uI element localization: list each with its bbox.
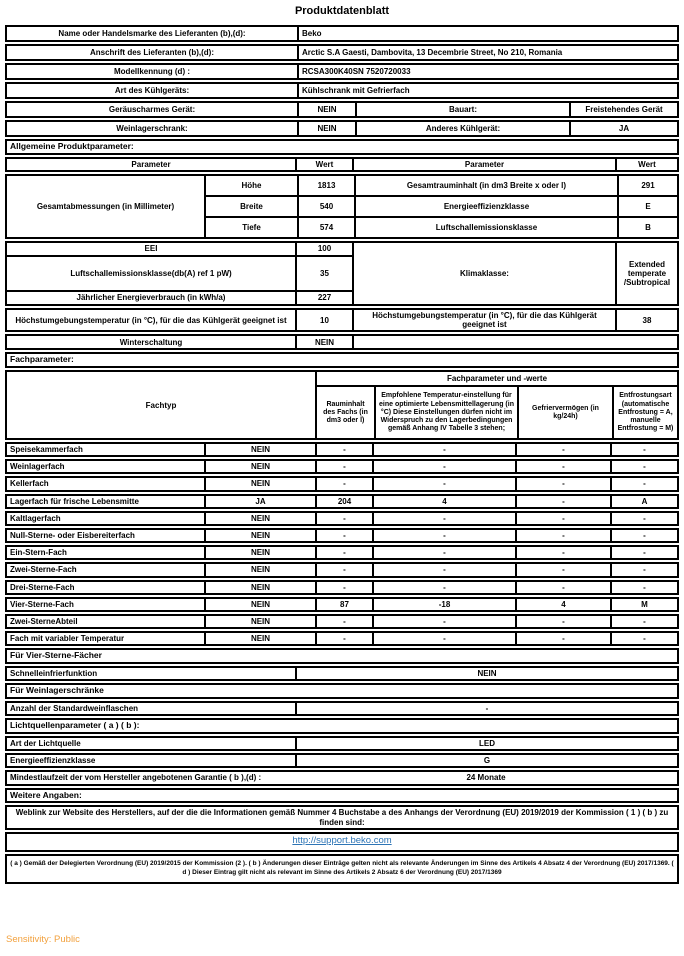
empty-cell <box>352 336 677 348</box>
fach-volume: - <box>315 478 372 489</box>
fach-defrost: - <box>610 461 677 472</box>
temp-setting-col-header: Empfohlene Temperatur-einstellung für eine optimierte Lebensmittellagerung (in °C) Diese Einstellungen dürfen nicht im Widerspruch zu den Lagerbedingungen gemäß Anhang IV Tabelle 3 stehen; <box>374 387 517 438</box>
supplier-name-value: Beko <box>297 27 677 40</box>
table-row <box>5 25 679 42</box>
fach-name: Speisekammerfach <box>10 445 83 455</box>
table-row <box>5 562 679 577</box>
table-row <box>5 476 679 491</box>
wine-section-label: Für Weinlagerschränke <box>10 685 104 696</box>
table-row <box>7 255 352 290</box>
height-value: 1813 <box>297 176 354 195</box>
table-row <box>5 120 679 137</box>
further-info-section-label: Weitere Angaben: <box>10 789 82 800</box>
fach-present: NEIN <box>204 461 315 472</box>
table-row <box>5 770 679 785</box>
fach-name: Fach mit variabler Temperatur <box>10 634 125 644</box>
fach-name: Lagerfach für frische Lebensmitte <box>10 496 139 506</box>
table-row <box>5 832 679 852</box>
weblink-cell <box>7 834 677 850</box>
quiet-appliance-label: Geräuscharmes Gerät: <box>108 104 196 114</box>
fach-section-label: Fachparameter: <box>10 354 74 365</box>
table-row <box>5 701 679 716</box>
energy-subrows <box>7 243 352 304</box>
design-type-label: Bauart: <box>355 103 569 116</box>
fach-volume: 204 <box>315 496 372 507</box>
fach-present: NEIN <box>204 564 315 575</box>
fach-defrost: - <box>610 582 677 593</box>
supplier-address-label: Anschrift des Lieferanten (b),(d): <box>89 47 214 57</box>
param2-header: Parameter <box>352 159 615 170</box>
table-row <box>5 597 679 612</box>
table-row <box>5 528 679 543</box>
section-header-row <box>5 718 679 734</box>
section-header-row <box>5 352 679 368</box>
footnote-row <box>5 854 679 884</box>
fach-freeze: - <box>515 616 610 627</box>
fach-present: NEIN <box>204 444 315 455</box>
fach-name: Null-Sterne- oder Eisbereiterfach <box>10 531 135 541</box>
fast-freeze-value: NEIN <box>295 668 677 679</box>
fach-temp: - <box>372 633 515 644</box>
fach-temp: - <box>372 547 515 558</box>
fach-freeze: - <box>515 461 610 472</box>
table-row <box>5 614 679 629</box>
fach-freeze: - <box>515 547 610 558</box>
table-row <box>206 176 677 195</box>
total-volume-label: Gesamtrauminhalt (in dm3 Breite x oder l) <box>354 176 617 195</box>
eei-value: 100 <box>295 243 352 255</box>
fach-name: Ein-Stern-Fach <box>10 548 67 558</box>
depth-label: Tiefe <box>242 222 261 232</box>
other-appliance-label: Anderes Kühlgerät: <box>355 122 569 135</box>
fach-temp: -18 <box>372 599 515 610</box>
datasheet-table <box>5 25 679 884</box>
table-row <box>5 44 679 61</box>
noise-class-label: Luftschallemissionsklasse <box>354 218 617 237</box>
fach-volume: - <box>315 444 372 455</box>
fach-present: NEIN <box>204 633 315 644</box>
table-row <box>317 385 677 438</box>
table-row <box>5 459 679 474</box>
fach-temp: - <box>372 478 515 489</box>
column-header-row <box>5 157 679 172</box>
supplier-name-label: Name oder Handelsmarke des Lieferanten (b),(d): <box>58 28 246 38</box>
table-row <box>5 753 679 768</box>
fach-volume: - <box>315 582 372 593</box>
fach-volume: - <box>315 513 372 524</box>
max-ambient-temp-value: 10 <box>295 310 352 330</box>
table-row <box>317 372 677 385</box>
fach-temp: - <box>372 616 515 627</box>
fach-temp: - <box>372 564 515 575</box>
section-header-row <box>5 648 679 664</box>
eei-label: EEI <box>144 244 158 254</box>
fach-present: NEIN <box>204 513 315 524</box>
fach-defrost: - <box>610 444 677 455</box>
fach-defrost: - <box>610 633 677 644</box>
wine-bottles-label: Anzahl der Standardweinflaschen <box>10 704 139 714</box>
fach-volume: 87 <box>315 599 372 610</box>
fach-present: NEIN <box>204 616 315 627</box>
supplier-address-value: Arctic S.A Gaesti, Dambovita, 13 Decembrie Street, No 210, Romania <box>297 46 677 59</box>
table-row <box>5 82 679 99</box>
energy-class-value: E <box>617 197 677 216</box>
winter-setting-value: NEIN <box>295 336 352 348</box>
quiet-appliance-value: NEIN <box>297 103 355 116</box>
width-value: 540 <box>297 197 354 216</box>
warranty-value: 24 Monate <box>466 773 506 783</box>
dimensions-subrows <box>204 176 677 237</box>
table-row <box>5 334 679 350</box>
wine-storage-value: NEIN <box>297 122 355 135</box>
fach-defrost: - <box>610 530 677 541</box>
noise-class-value: B <box>617 218 677 237</box>
fach-name: Weinlagerfach <box>10 462 65 472</box>
fach-name: Vier-Sterne-Fach <box>10 599 74 609</box>
fach-temp: - <box>372 530 515 541</box>
fach-present: NEIN <box>204 582 315 593</box>
defrost-type-col-header: Entfrostungsart (automatische Entfrostung = A, manuelle Entfrostung = M) <box>612 387 677 438</box>
max-ambient-temp-label-2: Höchstumgebungstemperatur (in °C), für die das Kühlgerät geeignet ist <box>352 310 615 330</box>
fach-name: Drei-Sterne-Fach <box>10 582 75 592</box>
table-row <box>5 631 679 646</box>
other-appliance-value: JA <box>569 122 677 135</box>
max-ambient-temp-value-2: 38 <box>615 310 677 330</box>
fach-present: NEIN <box>204 547 315 558</box>
fach-header-subrows <box>315 372 677 438</box>
fach-name: Zwei-Sterne-Fach <box>10 565 77 575</box>
width-label: Breite <box>240 201 263 211</box>
warranty-label: Mindestlaufzeit der vom Hersteller angebotenen Garantie ( b ),(d) : <box>10 773 262 783</box>
fach-defrost: - <box>610 564 677 575</box>
support-weblink[interactable]: http://support.beko.com <box>292 835 392 847</box>
fach-freeze: - <box>515 496 610 507</box>
winter-setting-label: Winterschaltung <box>119 337 183 347</box>
fach-present: JA <box>204 496 315 507</box>
wert2-header: Wert <box>615 159 677 170</box>
fach-defrost: - <box>610 513 677 524</box>
table-row <box>5 494 679 509</box>
fach-group-header: Fachparameter und -werte <box>446 374 548 383</box>
fach-freeze: - <box>515 530 610 541</box>
dimensions-block <box>5 174 679 239</box>
max-ambient-temp-label: Höchstumgebungstemperatur (in °C), für die das Kühlgerät geeignet ist <box>15 315 287 325</box>
fach-temp: - <box>372 444 515 455</box>
table-row <box>5 580 679 595</box>
fach-volume: - <box>315 616 372 627</box>
section-header-row <box>5 139 679 155</box>
table-row <box>5 63 679 80</box>
fast-freeze-label: Schnelleinfrierfunktion <box>10 669 98 679</box>
fach-freeze: - <box>515 513 610 524</box>
fach-name: Zwei-SterneAbteil <box>10 616 78 626</box>
table-row <box>5 545 679 560</box>
table-row <box>5 101 679 118</box>
fach-defrost: - <box>610 547 677 558</box>
fach-defrost: - <box>610 478 677 489</box>
table-row <box>7 243 352 255</box>
fachtyp-header: Fachtyp <box>145 400 177 410</box>
noise-emission-value: 35 <box>295 257 352 290</box>
fach-defrost: - <box>610 616 677 627</box>
wine-storage-label: Weinlagerschrank: <box>116 123 188 133</box>
table-row <box>5 805 679 829</box>
table-row <box>5 511 679 526</box>
fach-freeze: - <box>515 582 610 593</box>
model-id-value: RCSA300K40SN 7520720033 <box>297 65 677 78</box>
fach-volume: - <box>315 564 372 575</box>
table-row <box>5 736 679 751</box>
total-volume-value: 291 <box>617 176 677 195</box>
fach-volume: - <box>315 530 372 541</box>
depth-value: 574 <box>297 218 354 237</box>
fach-freeze: - <box>515 444 610 455</box>
light-energy-class-value: G <box>295 755 677 766</box>
appliance-type-value: Kühlschrank mit Gefrierfach <box>297 84 677 97</box>
annual-energy-value: 227 <box>295 292 352 304</box>
fach-volume: - <box>315 633 372 644</box>
weblink-description: Weblink zur Website des Herstellers, auf der die die Informationen gemäß Nummer 4 Buchstabe a des Anhangs der Verordnung (EU) 2019/2019 der Kommission ( 1 ) ( b ) zu finden sind: <box>15 808 669 827</box>
fach-present: NEIN <box>204 478 315 489</box>
sensitivity-label: Sensitivity: Public <box>6 934 80 945</box>
fach-freeze: - <box>515 564 610 575</box>
annual-energy-label: Jährlicher Energieverbrauch (in kWh/a) <box>76 293 226 303</box>
fach-defrost: A <box>610 496 677 507</box>
fach-present: NEIN <box>204 530 315 541</box>
fach-volume: - <box>315 547 372 558</box>
table-row <box>5 442 679 457</box>
wine-bottles-value: - <box>295 703 677 714</box>
fach-name: Kellerfach <box>10 479 49 489</box>
fach-name: Kaltlagerfach <box>10 513 61 523</box>
freezing-capacity-col-header: Gefriervermögen (in kg/24h) <box>517 387 612 438</box>
dimensions-label: Gesamtabmessungen (in Millimeter) <box>36 201 175 211</box>
table-row <box>206 195 677 216</box>
general-section-label: Allgemeine Produktparameter: <box>10 141 134 151</box>
light-section-label: Lichtquellenparameter ( a ) ( b ): <box>10 720 140 731</box>
energy-class-label: Energieeffizienzklasse <box>354 197 617 216</box>
page-title: Produktdatenblatt <box>294 5 390 17</box>
wert-header: Wert <box>295 159 352 170</box>
fach-freeze: - <box>515 633 610 644</box>
param-header: Parameter <box>131 159 171 169</box>
fach-present: NEIN <box>204 599 315 610</box>
volume-col-header: Rauminhalt des Fachs (in dm3 oder l) <box>323 400 368 424</box>
fach-header-block <box>5 370 679 440</box>
light-energy-class-label: Energieeffizienzklasse <box>10 756 96 766</box>
height-label: Höhe <box>241 180 262 190</box>
section-header-row <box>5 683 679 699</box>
light-source-type-value: LED <box>295 738 677 749</box>
four-star-section-label: Für Vier-Sterne-Fächer <box>10 650 102 661</box>
climate-class-value: Extended temperate /Subtropical <box>615 243 677 304</box>
section-header-row <box>5 788 679 804</box>
fach-temp: - <box>372 582 515 593</box>
design-type-value: Freistehendes Gerät <box>569 103 677 116</box>
fach-temp: - <box>372 513 515 524</box>
footnote-text: ( a ) Gemäß der Delegierten Verordnung (EU) 2019/2015 der Kommission (2 ). ( b ) Änderungen dieser Einträge gelten nicht als relevante Änderungen im Sinne des Artikels 4 Absatz 4 der Verordnung (EU) 2017/1369. ( d ) Dieser Eintrag gilt nicht als relevant im Sinne des Artikels 2 Absatz 6 der Verordnung (EU) 2017/1369 <box>10 860 674 876</box>
fach-temp: - <box>372 461 515 472</box>
energy-block <box>5 241 679 306</box>
appliance-type-label: Art des Kühlgeräts: <box>114 85 190 95</box>
fach-freeze: 4 <box>515 599 610 610</box>
table-row <box>5 666 679 681</box>
fach-temp: 4 <box>372 496 515 507</box>
fach-volume: - <box>315 461 372 472</box>
fach-freeze: - <box>515 478 610 489</box>
noise-emission-label: Luftschallemissionsklasse(db(A) ref 1 pW) <box>70 268 232 278</box>
table-row <box>5 308 679 332</box>
table-row <box>206 216 677 237</box>
table-row <box>7 290 352 304</box>
fach-defrost: M <box>610 599 677 610</box>
model-id-label: Modellkennung (d) : <box>114 66 190 76</box>
climate-class-label: Klimaklasse: <box>352 243 615 304</box>
light-source-type-label: Art der Lichtquelle <box>10 739 81 749</box>
